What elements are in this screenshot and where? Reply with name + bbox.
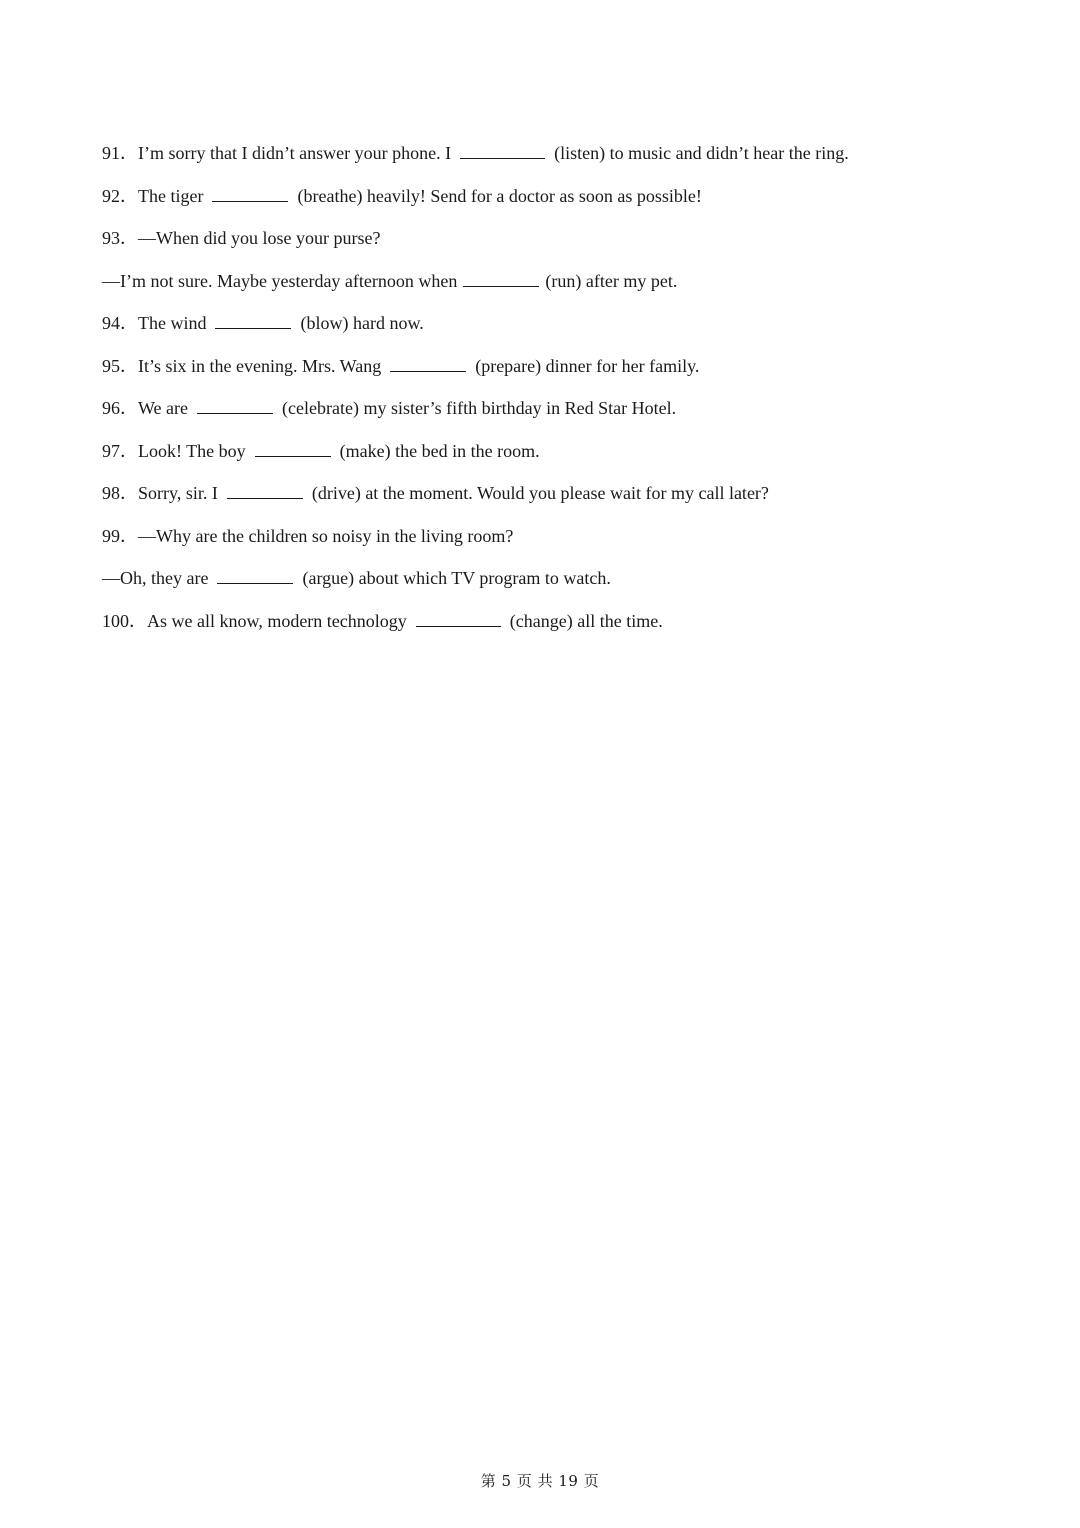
question-number: 93． bbox=[102, 228, 138, 248]
question-text: —Why are the children so noisy in the living room? bbox=[138, 525, 514, 546]
question-number: 91． bbox=[102, 143, 138, 163]
question-text: It’s six in the evening. Mrs. Wang bbox=[138, 355, 382, 376]
question-text: —I’m not sure. Maybe yesterday afternoon when bbox=[102, 270, 458, 291]
question-number: 94． bbox=[102, 313, 138, 333]
question-93 bbox=[102, 223, 1002, 266]
question-list bbox=[102, 138, 1002, 648]
question-100 bbox=[102, 606, 1002, 649]
question-number: 96． bbox=[102, 398, 138, 418]
question-hint: (breathe) heavily! Send for a doctor as soon as possible! bbox=[297, 185, 702, 206]
question-hint: (argue) about which TV program to watch. bbox=[302, 568, 611, 588]
question-text: The tiger bbox=[138, 185, 204, 206]
question-text: The wind bbox=[138, 313, 207, 333]
question-hint: (make) the bed in the room. bbox=[339, 440, 540, 461]
answer-blank[interactable] bbox=[463, 266, 539, 287]
answer-blank[interactable] bbox=[217, 563, 293, 584]
question-93-answer bbox=[102, 266, 1002, 309]
question-hint: (prepare) dinner for her family. bbox=[475, 355, 700, 376]
answer-blank[interactable] bbox=[197, 393, 273, 414]
question-96 bbox=[102, 393, 1002, 436]
answer-blank[interactable] bbox=[390, 351, 466, 372]
answer-blank[interactable] bbox=[212, 181, 288, 202]
question-99-answer bbox=[102, 563, 1002, 606]
answer-blank[interactable] bbox=[460, 138, 545, 159]
question-text: We are bbox=[138, 398, 189, 418]
question-text: —When did you lose your purse? bbox=[138, 228, 381, 248]
question-95 bbox=[102, 351, 1002, 394]
question-text: Sorry, sir. I bbox=[138, 483, 218, 503]
question-text: Look! The boy bbox=[138, 440, 246, 461]
question-94 bbox=[102, 308, 1002, 351]
question-hint: (change) all the time. bbox=[509, 610, 663, 631]
page-footer: 第 5 页 共 19 页 bbox=[480, 1472, 600, 1490]
question-number: 92． bbox=[102, 185, 138, 206]
question-hint: (blow) hard now. bbox=[300, 313, 424, 333]
question-text: As we all know, modern technology bbox=[147, 610, 407, 631]
question-hint: (run) after my pet. bbox=[545, 270, 678, 291]
question-98 bbox=[102, 478, 1002, 521]
question-text: I’m sorry that I didn’t answer your phone. I bbox=[138, 143, 452, 163]
question-92 bbox=[102, 181, 1002, 224]
answer-blank[interactable] bbox=[227, 478, 303, 499]
question-number: 99． bbox=[102, 525, 138, 546]
answer-blank[interactable] bbox=[255, 436, 331, 457]
question-97 bbox=[102, 436, 1002, 479]
question-hint: (listen) to music and didn’t hear the ring. bbox=[554, 143, 849, 163]
question-91 bbox=[102, 138, 1002, 181]
question-number: 97． bbox=[102, 440, 138, 461]
question-number: 98． bbox=[102, 483, 138, 503]
question-99 bbox=[102, 521, 1002, 564]
question-hint: (drive) at the moment. Would you please wait for my call later? bbox=[311, 483, 769, 503]
question-hint: (celebrate) my sister’s fifth birthday in Red Star Hotel. bbox=[282, 398, 677, 418]
question-number: 95． bbox=[102, 355, 138, 376]
answer-blank[interactable] bbox=[416, 606, 501, 627]
question-number: 100． bbox=[102, 610, 147, 631]
question-text: —Oh, they are bbox=[102, 568, 209, 588]
answer-blank[interactable] bbox=[215, 308, 291, 329]
